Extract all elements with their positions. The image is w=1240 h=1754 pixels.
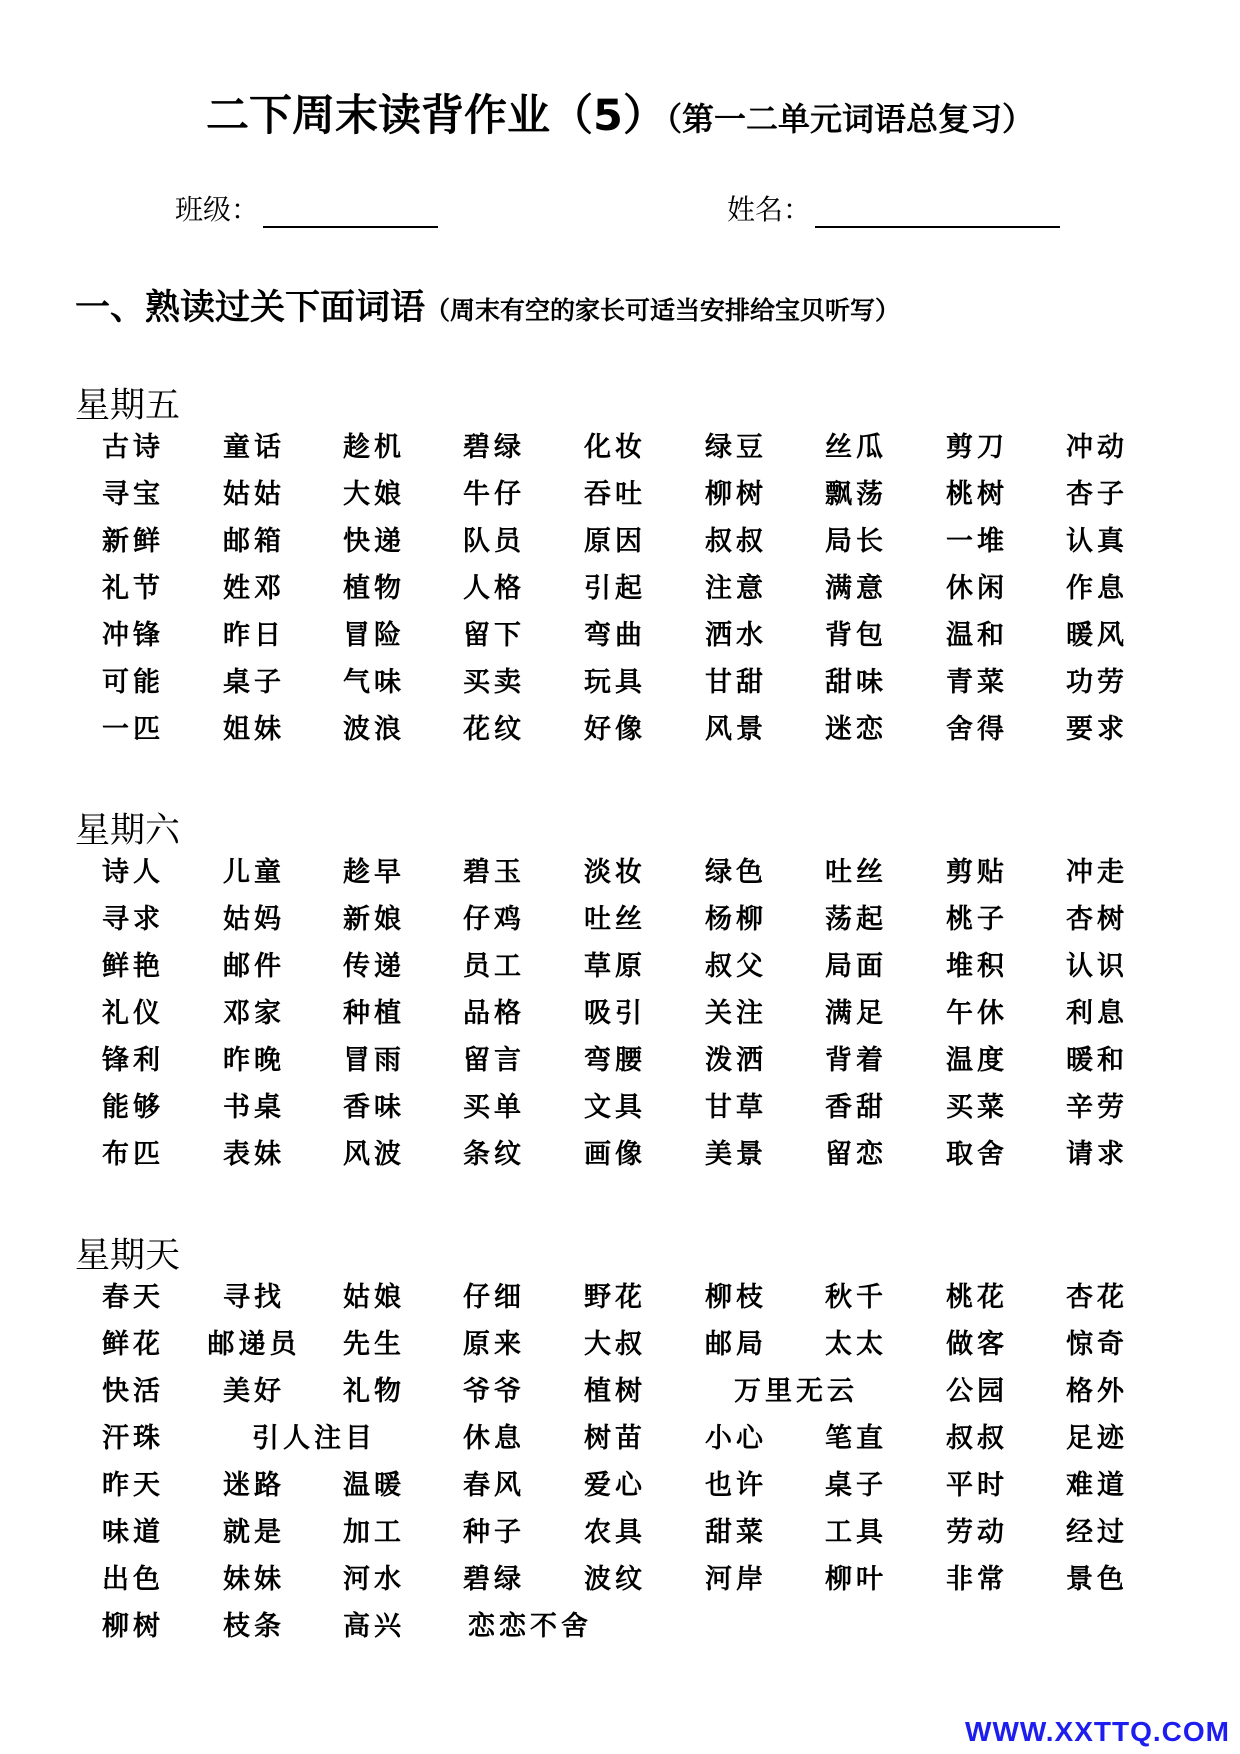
vocab-word-friday: 寻宝 bbox=[102, 479, 164, 510]
day-label-sunday: 星期天 bbox=[75, 1236, 181, 1276]
vocab-word-sunday: 邮递员 bbox=[207, 1329, 301, 1360]
vocab-word-friday: 柳树 bbox=[705, 479, 767, 510]
vocab-word-friday: 化妆 bbox=[584, 432, 646, 463]
vocab-word-friday: 礼节 bbox=[102, 573, 164, 604]
vocab-word-friday: 买卖 bbox=[463, 667, 525, 698]
vocab-word-sunday: 笔直 bbox=[825, 1423, 887, 1454]
vocab-word-friday: 新鲜 bbox=[102, 526, 164, 557]
vocab-word-friday: 人格 bbox=[463, 573, 525, 604]
vocab-word-saturday: 冲走 bbox=[1066, 857, 1128, 888]
vocab-word-saturday: 叔父 bbox=[705, 951, 767, 982]
vocab-word-friday: 要求 bbox=[1066, 714, 1128, 745]
vocab-word-saturday: 留言 bbox=[463, 1045, 525, 1076]
vocab-word-saturday: 画像 bbox=[584, 1139, 646, 1170]
vocab-word-friday: 冲动 bbox=[1066, 432, 1128, 463]
vocab-word-saturday: 能够 bbox=[102, 1092, 164, 1123]
vocab-word-saturday: 杨柳 bbox=[705, 904, 767, 935]
vocab-word-sunday: 野花 bbox=[584, 1282, 646, 1313]
vocab-word-sunday: 甜菜 bbox=[705, 1517, 767, 1548]
vocab-word-saturday: 请求 bbox=[1066, 1139, 1128, 1170]
vocab-word-sunday: 柳树 bbox=[102, 1611, 164, 1642]
vocab-word-saturday: 淡妆 bbox=[584, 857, 646, 888]
vocab-word-saturday: 诗人 bbox=[102, 857, 164, 888]
vocab-word-saturday: 绿色 bbox=[705, 857, 767, 888]
vocab-word-sunday: 格外 bbox=[1066, 1376, 1128, 1407]
vocab-word-saturday: 杏树 bbox=[1066, 904, 1128, 935]
name-field bbox=[727, 188, 1060, 228]
vocab-word-saturday: 传递 bbox=[343, 951, 405, 982]
page-title bbox=[0, 82, 1240, 143]
vocab-word-friday: 姓邓 bbox=[223, 573, 285, 604]
vocab-word-sunday: 叔叔 bbox=[946, 1423, 1008, 1454]
name-label: 姓名： bbox=[727, 193, 812, 226]
vocab-word-sunday: 足迹 bbox=[1066, 1423, 1128, 1454]
vocab-word-sunday: 枝条 bbox=[223, 1611, 285, 1642]
vocab-word-saturday: 昨晚 bbox=[223, 1045, 285, 1076]
vocab-word-saturday: 辛劳 bbox=[1066, 1092, 1128, 1123]
vocab-word-friday: 作息 bbox=[1066, 573, 1128, 604]
vocab-word-friday: 杏子 bbox=[1066, 479, 1128, 510]
vocab-word-friday: 冒险 bbox=[343, 620, 405, 651]
vocab-word-sunday: 平时 bbox=[946, 1470, 1008, 1501]
vocab-word-saturday: 条纹 bbox=[463, 1139, 525, 1170]
vocab-word-friday: 局长 bbox=[825, 526, 887, 557]
vocab-word-saturday: 邓家 bbox=[223, 998, 285, 1029]
vocab-word-saturday: 儿童 bbox=[223, 857, 285, 888]
vocab-word-sunday: 爷爷 bbox=[463, 1376, 525, 1407]
vocab-word-saturday: 锋利 bbox=[102, 1045, 164, 1076]
vocab-word-sunday: 爱心 bbox=[584, 1470, 646, 1501]
vocab-word-friday: 背包 bbox=[825, 620, 887, 651]
vocab-word-saturday: 桃子 bbox=[946, 904, 1008, 935]
vocab-word-friday: 昨日 bbox=[223, 620, 285, 651]
vocab-word-friday: 留下 bbox=[463, 620, 525, 651]
vocab-word-sunday: 太太 bbox=[825, 1329, 887, 1360]
vocab-word-saturday: 午休 bbox=[946, 998, 1008, 1029]
vocab-word-sunday: 妹妹 bbox=[223, 1564, 285, 1595]
vocab-word-saturday: 香味 bbox=[343, 1092, 405, 1123]
vocab-word-saturday: 鲜艳 bbox=[102, 951, 164, 982]
vocab-word-friday: 快递 bbox=[343, 526, 405, 557]
vocab-word-saturday: 草原 bbox=[584, 951, 646, 982]
vocab-word-sunday: 恋恋不舍 bbox=[468, 1611, 592, 1642]
vocab-word-friday: 剪刀 bbox=[946, 432, 1008, 463]
day-label-saturday: 星期六 bbox=[75, 811, 181, 851]
vocab-word-sunday: 柳叶 bbox=[825, 1564, 887, 1595]
vocab-word-friday: 牛仔 bbox=[463, 479, 525, 510]
vocab-word-sunday: 高兴 bbox=[343, 1611, 405, 1642]
vocab-word-friday: 丝瓜 bbox=[825, 432, 887, 463]
vocab-word-saturday: 邮件 bbox=[223, 951, 285, 982]
vocab-word-friday: 迷恋 bbox=[825, 714, 887, 745]
vocab-word-sunday: 就是 bbox=[223, 1517, 285, 1548]
vocab-word-saturday: 荡起 bbox=[825, 904, 887, 935]
vocab-word-saturday: 碧玉 bbox=[463, 857, 525, 888]
vocab-word-sunday: 邮局 bbox=[705, 1329, 767, 1360]
vocab-word-sunday: 昨天 bbox=[102, 1470, 164, 1501]
vocab-word-saturday: 冒雨 bbox=[343, 1045, 405, 1076]
vocab-word-sunday: 味道 bbox=[102, 1517, 164, 1548]
vocab-word-sunday: 工具 bbox=[825, 1517, 887, 1548]
vocab-word-sunday: 春天 bbox=[102, 1282, 164, 1313]
vocab-word-saturday: 甘草 bbox=[705, 1092, 767, 1123]
vocab-word-saturday: 新娘 bbox=[343, 904, 405, 935]
vocab-word-saturday: 吐丝 bbox=[584, 904, 646, 935]
vocab-word-saturday: 香甜 bbox=[825, 1092, 887, 1123]
vocab-word-friday: 风景 bbox=[705, 714, 767, 745]
vocab-word-friday: 原因 bbox=[584, 526, 646, 557]
vocab-word-sunday: 仔细 bbox=[463, 1282, 525, 1313]
title-main: 二下周末读背作业（5） bbox=[206, 91, 666, 141]
vocab-word-saturday: 关注 bbox=[705, 998, 767, 1029]
vocab-word-saturday: 文具 bbox=[584, 1092, 646, 1123]
vocab-word-sunday: 景色 bbox=[1066, 1564, 1128, 1595]
vocab-word-sunday: 春风 bbox=[463, 1470, 525, 1501]
vocab-word-friday: 童话 bbox=[223, 432, 285, 463]
vocab-word-sunday: 快活 bbox=[102, 1376, 164, 1407]
vocab-word-friday: 青菜 bbox=[946, 667, 1008, 698]
vocab-word-sunday: 加工 bbox=[343, 1517, 405, 1548]
section-heading-note: （周末有空的家长可适当安排给宝贝听写） bbox=[425, 296, 901, 325]
vocab-word-friday: 一匹 bbox=[102, 714, 164, 745]
vocab-word-saturday: 背着 bbox=[825, 1045, 887, 1076]
vocab-word-friday: 功劳 bbox=[1066, 667, 1128, 698]
vocab-word-saturday: 布匹 bbox=[102, 1139, 164, 1170]
vocab-word-saturday: 姑妈 bbox=[223, 904, 285, 935]
vocab-word-sunday: 惊奇 bbox=[1066, 1329, 1128, 1360]
vocab-word-sunday: 美好 bbox=[223, 1376, 285, 1407]
vocab-word-friday: 飘荡 bbox=[825, 479, 887, 510]
vocab-word-sunday: 非常 bbox=[946, 1564, 1008, 1595]
vocab-word-saturday: 温度 bbox=[946, 1045, 1008, 1076]
vocab-word-sunday: 农具 bbox=[584, 1517, 646, 1548]
vocab-word-saturday: 满足 bbox=[825, 998, 887, 1029]
vocab-word-saturday: 书桌 bbox=[223, 1092, 285, 1123]
vocab-word-saturday: 留恋 bbox=[825, 1139, 887, 1170]
vocab-word-saturday: 趁早 bbox=[343, 857, 405, 888]
vocab-word-friday: 甜味 bbox=[825, 667, 887, 698]
vocab-word-sunday: 引人注目 bbox=[252, 1423, 376, 1454]
vocab-word-friday: 可能 bbox=[102, 667, 164, 698]
vocab-word-friday: 暖风 bbox=[1066, 620, 1128, 651]
vocab-word-friday: 玩具 bbox=[584, 667, 646, 698]
vocab-word-sunday: 河水 bbox=[343, 1564, 405, 1595]
vocab-word-saturday: 剪贴 bbox=[946, 857, 1008, 888]
vocab-word-sunday: 波纹 bbox=[584, 1564, 646, 1595]
vocab-word-saturday: 堆积 bbox=[946, 951, 1008, 982]
vocab-word-friday: 注意 bbox=[705, 573, 767, 604]
vocab-word-friday: 好像 bbox=[584, 714, 646, 745]
vocab-word-friday: 吞吐 bbox=[584, 479, 646, 510]
vocab-word-friday: 气味 bbox=[343, 667, 405, 698]
vocab-word-sunday: 秋千 bbox=[825, 1282, 887, 1313]
day-label-friday: 星期五 bbox=[75, 386, 181, 426]
vocab-word-saturday: 风波 bbox=[343, 1139, 405, 1170]
vocab-word-sunday: 柳枝 bbox=[705, 1282, 767, 1313]
vocab-word-sunday: 杏花 bbox=[1066, 1282, 1128, 1313]
vocab-word-friday: 古诗 bbox=[102, 432, 164, 463]
vocab-word-sunday: 小心 bbox=[705, 1423, 767, 1454]
vocab-word-friday: 波浪 bbox=[343, 714, 405, 745]
vocab-word-saturday: 仔鸡 bbox=[463, 904, 525, 935]
vocab-word-saturday: 泼洒 bbox=[705, 1045, 767, 1076]
vocab-word-sunday: 树苗 bbox=[584, 1423, 646, 1454]
vocab-word-saturday: 品格 bbox=[463, 998, 525, 1029]
vocab-word-sunday: 河岸 bbox=[705, 1564, 767, 1595]
vocab-word-friday: 冲锋 bbox=[102, 620, 164, 651]
title-subtitle: （第一二单元词语总复习） bbox=[665, 100, 1034, 138]
vocab-word-sunday: 出色 bbox=[102, 1564, 164, 1595]
vocab-word-saturday: 认识 bbox=[1066, 951, 1128, 982]
vocab-word-friday: 洒水 bbox=[705, 620, 767, 651]
vocab-word-saturday: 表妹 bbox=[223, 1139, 285, 1170]
vocab-word-saturday: 利息 bbox=[1066, 998, 1128, 1029]
vocab-word-friday: 绿豆 bbox=[705, 432, 767, 463]
vocab-word-saturday: 吸引 bbox=[584, 998, 646, 1029]
vocab-word-saturday: 弯腰 bbox=[584, 1045, 646, 1076]
vocab-word-saturday: 种植 bbox=[343, 998, 405, 1029]
vocab-word-sunday: 难道 bbox=[1066, 1470, 1128, 1501]
vocab-word-sunday: 万里无云 bbox=[734, 1376, 858, 1407]
vocab-word-friday: 姐妹 bbox=[223, 714, 285, 745]
vocab-word-friday: 队员 bbox=[463, 526, 525, 557]
vocab-word-sunday: 也许 bbox=[705, 1470, 767, 1501]
vocab-word-sunday: 做客 bbox=[946, 1329, 1008, 1360]
vocab-word-sunday: 碧绿 bbox=[463, 1564, 525, 1595]
vocab-word-sunday: 大叔 bbox=[584, 1329, 646, 1360]
vocab-word-sunday: 植树 bbox=[584, 1376, 646, 1407]
vocab-word-sunday: 桌子 bbox=[825, 1470, 887, 1501]
vocab-word-saturday: 取舍 bbox=[946, 1139, 1008, 1170]
vocab-word-sunday: 汗珠 bbox=[102, 1423, 164, 1454]
vocab-word-saturday: 买菜 bbox=[946, 1092, 1008, 1123]
name-blank bbox=[815, 196, 1060, 228]
vocab-word-friday: 桌子 bbox=[223, 667, 285, 698]
vocab-word-saturday: 礼仪 bbox=[102, 998, 164, 1029]
vocab-word-saturday: 暖和 bbox=[1066, 1045, 1128, 1076]
class-label: 班级： bbox=[175, 193, 260, 226]
vocab-word-friday: 邮箱 bbox=[223, 526, 285, 557]
vocab-word-sunday: 劳动 bbox=[946, 1517, 1008, 1548]
vocab-word-saturday: 吐丝 bbox=[825, 857, 887, 888]
vocab-word-sunday: 原来 bbox=[463, 1329, 525, 1360]
vocab-word-saturday: 局面 bbox=[825, 951, 887, 982]
vocab-word-friday: 姑姑 bbox=[223, 479, 285, 510]
vocab-word-sunday: 休息 bbox=[463, 1423, 525, 1454]
vocab-word-sunday: 桃花 bbox=[946, 1282, 1008, 1313]
vocab-word-sunday: 寻找 bbox=[223, 1282, 285, 1313]
vocab-word-friday: 认真 bbox=[1066, 526, 1128, 557]
vocab-word-friday: 植物 bbox=[343, 573, 405, 604]
vocab-word-friday: 叔叔 bbox=[705, 526, 767, 557]
vocab-word-friday: 花纹 bbox=[463, 714, 525, 745]
vocab-word-saturday: 员工 bbox=[463, 951, 525, 982]
vocab-word-sunday: 公园 bbox=[946, 1376, 1008, 1407]
vocab-word-sunday: 迷路 bbox=[223, 1470, 285, 1501]
vocab-word-friday: 趁机 bbox=[343, 432, 405, 463]
vocab-word-friday: 舍得 bbox=[946, 714, 1008, 745]
watermark: WWW.XXTTQ.COM bbox=[965, 1716, 1230, 1747]
vocab-word-sunday: 姑娘 bbox=[343, 1282, 405, 1313]
vocab-word-friday: 大娘 bbox=[343, 479, 405, 510]
vocab-word-friday: 引起 bbox=[584, 573, 646, 604]
vocab-word-friday: 满意 bbox=[825, 573, 887, 604]
vocab-word-friday: 碧绿 bbox=[463, 432, 525, 463]
vocab-word-friday: 温和 bbox=[946, 620, 1008, 651]
section-heading-text: 一、熟读过关下面词语 bbox=[75, 288, 426, 328]
vocab-word-sunday: 温暖 bbox=[343, 1470, 405, 1501]
vocab-word-friday: 弯曲 bbox=[584, 620, 646, 651]
vocab-word-friday: 一堆 bbox=[946, 526, 1008, 557]
vocab-word-sunday: 鲜花 bbox=[102, 1329, 164, 1360]
vocab-word-saturday: 美景 bbox=[705, 1139, 767, 1170]
vocab-word-sunday: 种子 bbox=[463, 1517, 525, 1548]
vocab-word-friday: 桃树 bbox=[946, 479, 1008, 510]
vocab-word-sunday: 经过 bbox=[1066, 1517, 1128, 1548]
vocab-word-sunday: 礼物 bbox=[343, 1376, 405, 1407]
vocab-word-saturday: 寻求 bbox=[102, 904, 164, 935]
class-field bbox=[175, 188, 438, 228]
vocab-word-friday: 甘甜 bbox=[705, 667, 767, 698]
vocab-word-friday: 休闲 bbox=[946, 573, 1008, 604]
vocab-word-sunday: 先生 bbox=[343, 1329, 405, 1360]
vocab-word-saturday: 买单 bbox=[463, 1092, 525, 1123]
class-blank bbox=[263, 196, 438, 228]
section-heading bbox=[75, 280, 900, 330]
